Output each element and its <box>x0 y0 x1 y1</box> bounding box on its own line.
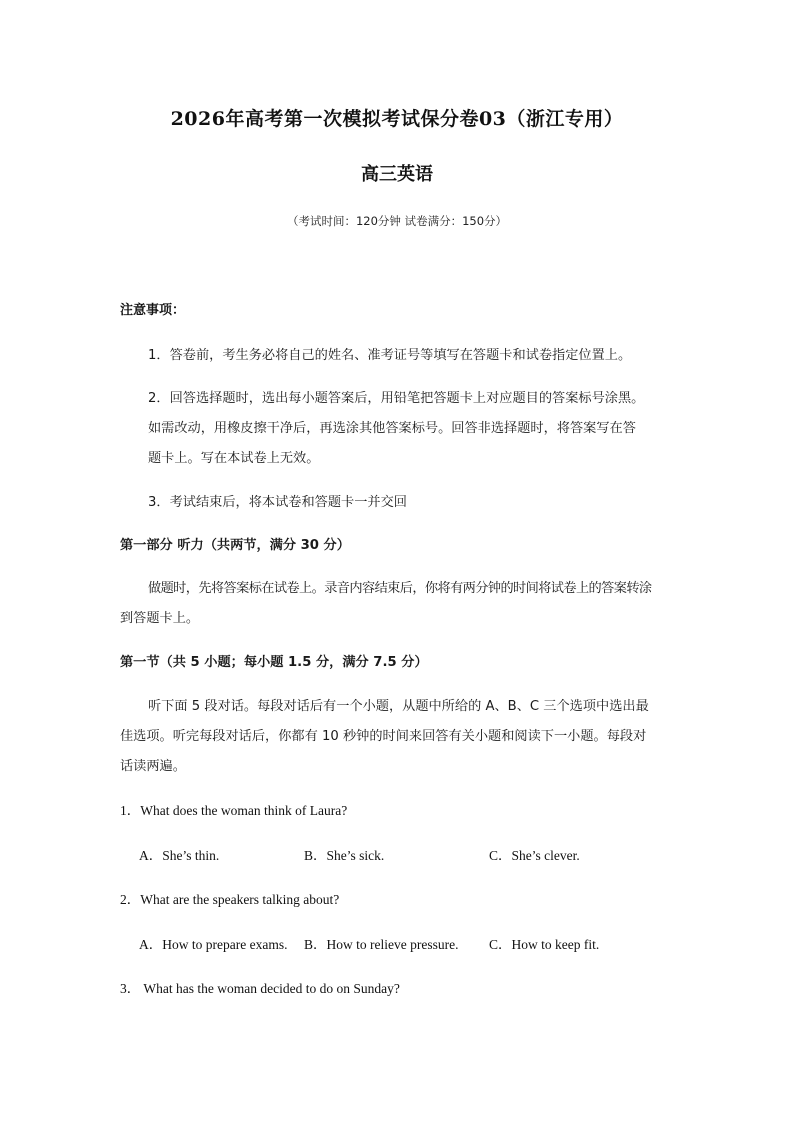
part1-heading: 第一部分 听力（共两节，满分 30 分） <box>120 538 350 553</box>
notes-heading: 注意事项： <box>120 303 186 318</box>
exam-title: 2026年高考第一次模拟考试保分卷03（浙江专用） <box>170 108 624 130</box>
note-item-2-line-2: 如需改动，用橡皮擦干净后，再选涂其他答案标号。回答非选择题时，将答案写在答 <box>148 421 636 436</box>
question-2-stem: 2．What are the speakers talking about? <box>120 892 340 907</box>
question-3-stem: 3． What has the woman decided to do on Sunday? <box>120 981 400 996</box>
question-1-option-a: A．She’s thin. <box>139 848 220 863</box>
note-item-1: 1．答卷前，考生务必将自己的姓名、准考证号等填写在答题卡和试卷指定位置上。 <box>148 348 632 363</box>
note-item-2-line-3: 题卡上。写在本试卷上无效。 <box>148 451 320 466</box>
section1-intro-line-3: 话读两遍。 <box>120 759 186 774</box>
question-1-stem: 1．What does the woman think of Laura? <box>120 803 348 818</box>
question-1-option-c: C．She’s clever. <box>489 848 580 863</box>
part1-intro-line-2: 到答题卡上。 <box>120 611 200 626</box>
subject-title: 高三英语 <box>361 164 433 185</box>
section1-heading: 第一节（共 5 小题；每小题 1.5 分，满分 7.5 分） <box>120 655 428 670</box>
section1-intro-line-1: 听下面 5 段对话。每段对话后有一个小题，从题中所给的 A、B、C 三个选项中选出最 <box>148 699 649 714</box>
section1-intro-line-2: 佳选项。听完每段对话后，你都有 10 秒钟的时间来回答有关小题和阅读下一小题。每段对 <box>120 729 647 744</box>
exam-info: （考试时间：120分钟 试卷满分：150分） <box>286 214 508 228</box>
note-item-3: 3．考试结束后，将本试卷和答题卡一并交回 <box>148 495 407 510</box>
note-item-2-line-1: 2．回答选择题时，选出每小题答案后，用铅笔把答题卡上对应题目的答案标号涂黑。 <box>148 391 645 406</box>
question-1-option-b: B．She’s sick. <box>304 848 385 863</box>
part1-intro-line-1: 做题时，先将答案标在试卷上。录音内容结束后，你将有两分钟的时间将试卷上的答案转涂 <box>148 581 652 596</box>
question-2-option-c: C．How to keep fit. <box>489 937 600 952</box>
question-2-option-b: B．How to relieve pressure. <box>304 937 459 952</box>
question-2-option-a: A．How to prepare exams. <box>139 937 288 952</box>
